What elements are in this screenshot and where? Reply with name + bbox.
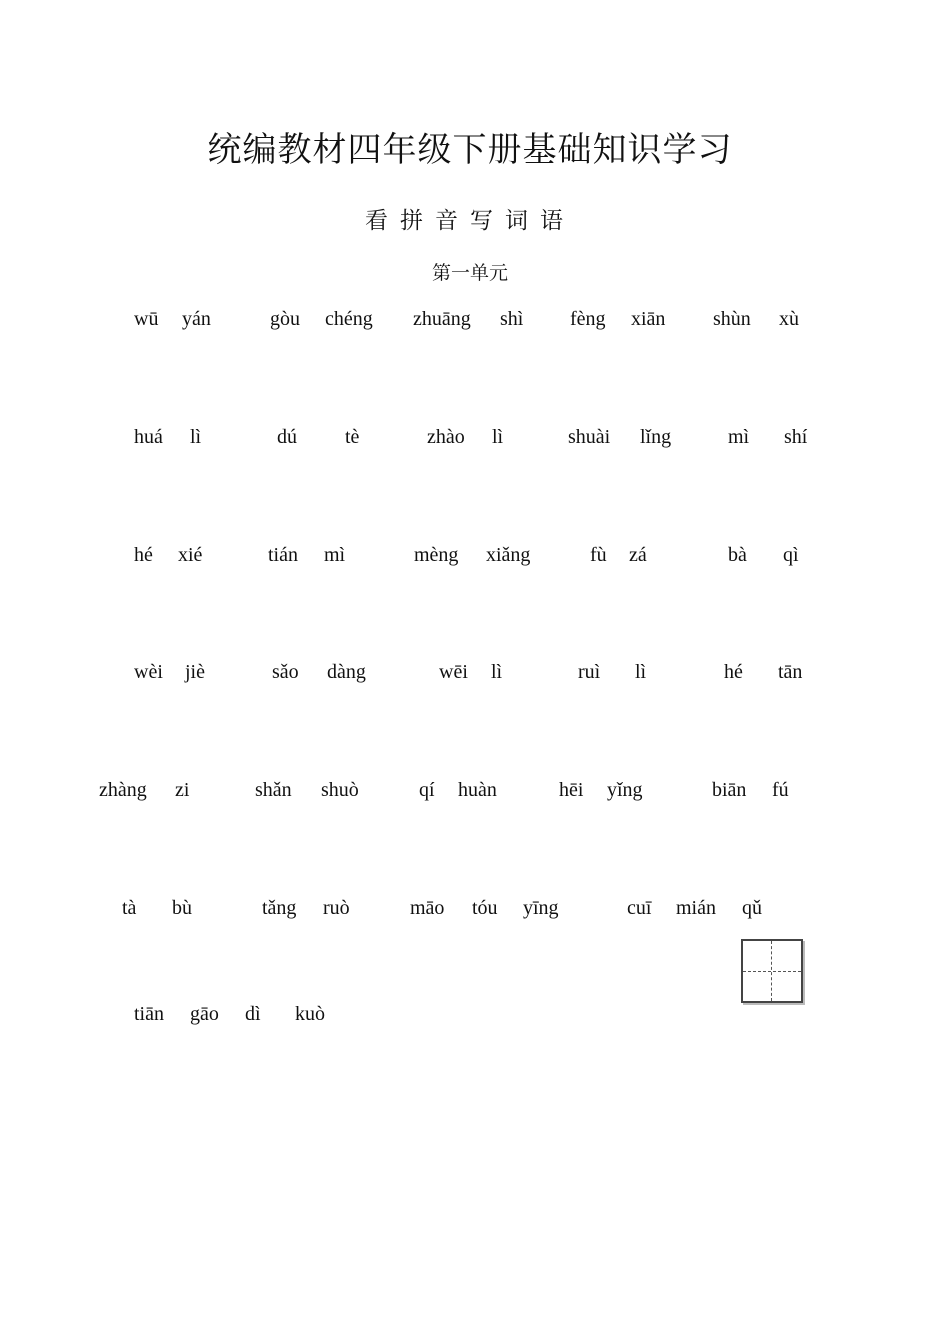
pinyin-syllable: dú xyxy=(277,426,297,448)
pinyin-syllable: biān xyxy=(712,779,747,801)
tianzige-writing-box xyxy=(741,939,803,1003)
pinyin-syllable: lǐng xyxy=(640,426,672,448)
pinyin-syllable: tóu xyxy=(472,897,498,919)
pinyin-syllable: kuò xyxy=(295,1003,325,1025)
pinyin-syllable: zhàng xyxy=(99,779,147,801)
pinyin-syllable: yán xyxy=(182,308,211,330)
page-title: 统编教材四年级下册基础知识学习 xyxy=(207,130,733,170)
pinyin-syllable: shì xyxy=(500,308,524,330)
pinyin-syllable: tián xyxy=(268,544,298,566)
pinyin-syllable: zá xyxy=(629,544,647,566)
pinyin-syllable: zi xyxy=(175,779,190,801)
pinyin-syllable: xiān xyxy=(631,308,666,330)
pinyin-syllable: qí xyxy=(419,779,435,801)
pinyin-syllable: tǎng xyxy=(262,897,297,919)
pinyin-syllable: bù xyxy=(172,897,192,919)
pinyin-syllable: lì xyxy=(491,661,503,683)
pinyin-syllable: mì xyxy=(324,544,346,566)
pinyin-syllable: zhào xyxy=(427,426,465,448)
pinyin-syllable: zhuāng xyxy=(413,308,471,330)
pinyin-syllable: cuī xyxy=(627,897,652,919)
pinyin-syllable: qǔ xyxy=(742,897,762,919)
pinyin-syllable: hé xyxy=(724,661,743,683)
pinyin-syllable: shuò xyxy=(321,779,359,801)
pinyin-syllable: bà xyxy=(728,544,747,566)
pinyin-syllable: hēi xyxy=(559,779,584,801)
pinyin-syllable: wū xyxy=(134,308,159,330)
pinyin-syllable: ruì xyxy=(578,661,601,683)
unit-heading: 第一单元 xyxy=(431,262,508,284)
pinyin-syllable: mèng xyxy=(414,544,459,566)
pinyin-syllable: tān xyxy=(778,661,803,683)
pinyin-syllable: gāo xyxy=(190,1003,219,1025)
pinyin-syllable: shùn xyxy=(713,308,751,330)
pinyin-syllable: tiān xyxy=(134,1003,164,1025)
pinyin-syllable: lì xyxy=(190,426,202,448)
pinyin-syllable: shuài xyxy=(568,426,611,448)
pinyin-syllable: shǎn xyxy=(255,779,292,801)
pinyin-syllable: māo xyxy=(410,897,445,919)
pinyin-syllable: shí xyxy=(784,426,808,448)
pinyin-syllable: hé xyxy=(134,544,153,566)
pinyin-syllable: tè xyxy=(345,426,360,448)
pinyin-syllable: xié xyxy=(178,544,203,566)
pinyin-syllable: gòu xyxy=(270,308,300,330)
pinyin-syllable: mián xyxy=(676,897,716,919)
pinyin-syllable: xiǎng xyxy=(486,544,531,566)
pinyin-syllable: lì xyxy=(492,426,504,448)
pinyin-syllable: sǎo xyxy=(272,661,299,683)
pinyin-syllable: fú xyxy=(772,779,789,801)
pinyin-syllable: jiè xyxy=(185,661,205,683)
pinyin-syllable: wēi xyxy=(439,661,468,683)
pinyin-syllable: yǐng xyxy=(607,779,643,801)
pinyin-syllable: yīng xyxy=(523,897,559,919)
pinyin-syllable: dì xyxy=(245,1003,261,1025)
pinyin-syllable: ruò xyxy=(323,897,350,919)
pinyin-syllable: xù xyxy=(779,308,799,330)
pinyin-syllable: huàn xyxy=(458,779,497,801)
pinyin-syllable: tà xyxy=(122,897,137,919)
grid-dashed-horizontal xyxy=(743,971,801,972)
pinyin-syllable: fèng xyxy=(570,308,606,330)
pinyin-syllable: wèi xyxy=(134,661,163,683)
pinyin-syllable: lì xyxy=(635,661,647,683)
pinyin-syllable: dàng xyxy=(327,661,366,683)
pinyin-syllable: huá xyxy=(134,426,163,448)
pinyin-syllable: qì xyxy=(783,544,799,566)
pinyin-syllable: mì xyxy=(728,426,750,448)
pinyin-syllable: fù xyxy=(590,544,607,566)
section-heading: 看拼音写词语 xyxy=(365,208,575,234)
pinyin-syllable: chéng xyxy=(325,308,373,330)
